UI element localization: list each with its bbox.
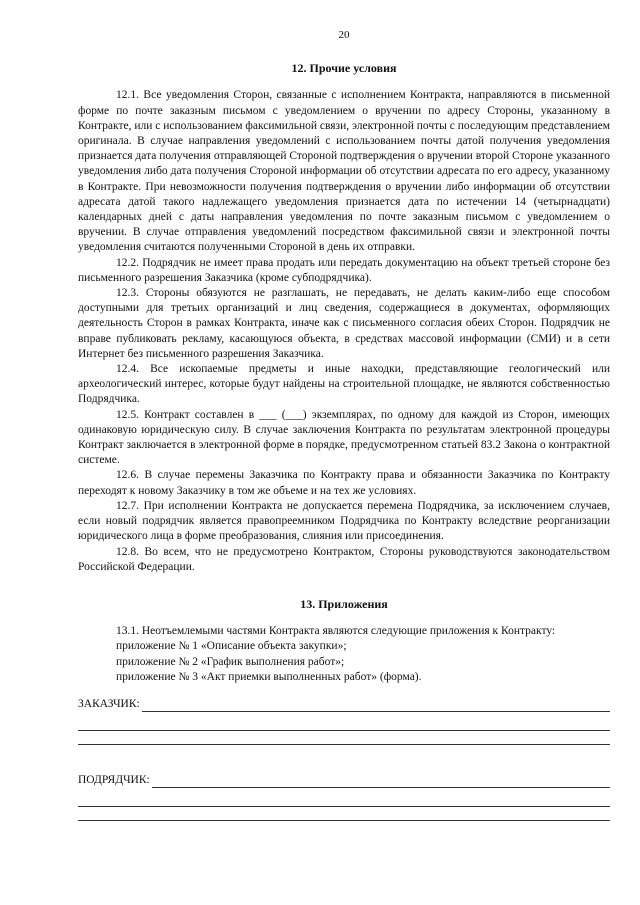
clause-12-1: 12.1. Все уведомления Сторон, связанные с исполнением Контракта, направляются в письменной форме по почте заказным письмом с уведомлением о вручении по адресу Стороны, указанному в Контракте, или с использованием факсимильной связи, электронной почты с последующим представлением оригинала. В случае направления уведомлений с использованием почты датой получения уведомления признается дата получения отправляющей Стороной подтверждения о вручении второй Стороне указанного уведомления либо дата получения Стороной информации об отсутствии адресата по его адресу, указанному в Контракте. При невозможности получения подтверждения о вручении либо информации об отсутствии адресата датой такого надлежащего уведомления признается дата по истечении 14 (четырнадцати) календарных дней с даты направления уведомления по почте заказным письмом с уведомлением о вручении. В случае отправления уведомлений посредством факсимильной связи и электронной почты уведомления считаются полученными Стороной в день их отправки. (78, 89, 610, 254)
section-13-title: 13. Приложения (300, 596, 388, 611)
clause-12-2: 12.2. Подрядчик не имеет права продать или передать документацию на объект третьей стороне без письменного разрешения Заказчика (кроме субподрядчика). (78, 256, 610, 284)
clause-13-1: 13.1. Неотъемлемыми частями Контракта являются следующие приложения к Контракту: (116, 625, 556, 638)
annex-item-3: приложение № 3 «Акт приемки выполненных работ» (форма). (116, 670, 422, 683)
clause-12-7: 12.7. При исполнении Контракта не допускается перемена Подрядчика, за исключением случаев, если новый подрядчик является правопреемником Подрядчика по Контракту вследствие реорганизации юридического лица в форме преобразования, слияния или присоединения. (78, 499, 610, 543)
contractor-detail-line-2[interactable] (78, 807, 610, 821)
contractor-signature-block (78, 773, 610, 821)
clause-12-6: 12.6. В случае перемены Заказчика по Контракту права и обязанности Заказчика по Контракту переходят к новому Заказчику в том же объеме и на тех же условиях. (78, 469, 610, 497)
contractor-signature-line[interactable] (152, 775, 610, 788)
customer-signature-block (78, 697, 610, 745)
clause-12-4: 12.4. Все ископаемые предметы и иные находки, представляющие геологический или археологический интерес, которые будут найдены на строительной площадке, не являются собственностью Подрядчика. (78, 363, 610, 406)
annex-item-1: приложение № 1 «Описание объекта закупки»; (116, 640, 347, 653)
contractor-label: ПОДРЯДЧИК: (78, 774, 150, 787)
page-number: 20 (338, 29, 350, 41)
clause-12-3: 12.3. Стороны обязуются не разглашать, не передавать, не делать каким-либо еще способом доступными для третьих организаций и лиц сведения, содержащиеся в документах, оформляющих деятельность Сторон в рамках Контракта, иначе как с письменного согласия обеих Сторон. Подрядчик не вправе публиковать рекламу, касающуюся объекта, в средствах массовой информации (СМИ) и в сети Интернет без письменного разрешения Заказчика. (78, 287, 610, 360)
customer-detail-line-1[interactable] (78, 717, 610, 731)
annex-list (78, 639, 610, 685)
clause-12-5: 12.5. Контракт составлен в ___ (___) экземплярах, по одному для каждой из Сторон, имеющих одинаковую юридическую силу. В случае заключения Контракта по результатам электронной процедуры Контракт заключается в электронной форме в порядке, предусмотренном статьей 83.2 Закона о контрактной системе. (78, 408, 610, 467)
contractor-detail-line-1[interactable] (78, 793, 610, 807)
section-12-title: 12. Прочие условия (291, 61, 397, 76)
customer-label: ЗАКАЗЧИК: (78, 697, 140, 710)
annex-item-2: приложение № 2 «График выполнения работ»; (116, 655, 345, 668)
customer-detail-line-2[interactable] (78, 731, 610, 745)
customer-signature-line[interactable] (142, 699, 610, 712)
clause-12-8: 12.8. Во всем, что не предусмотрено Контрактом, Стороны руководствуются законодательством Российской Федерации. (78, 545, 610, 573)
